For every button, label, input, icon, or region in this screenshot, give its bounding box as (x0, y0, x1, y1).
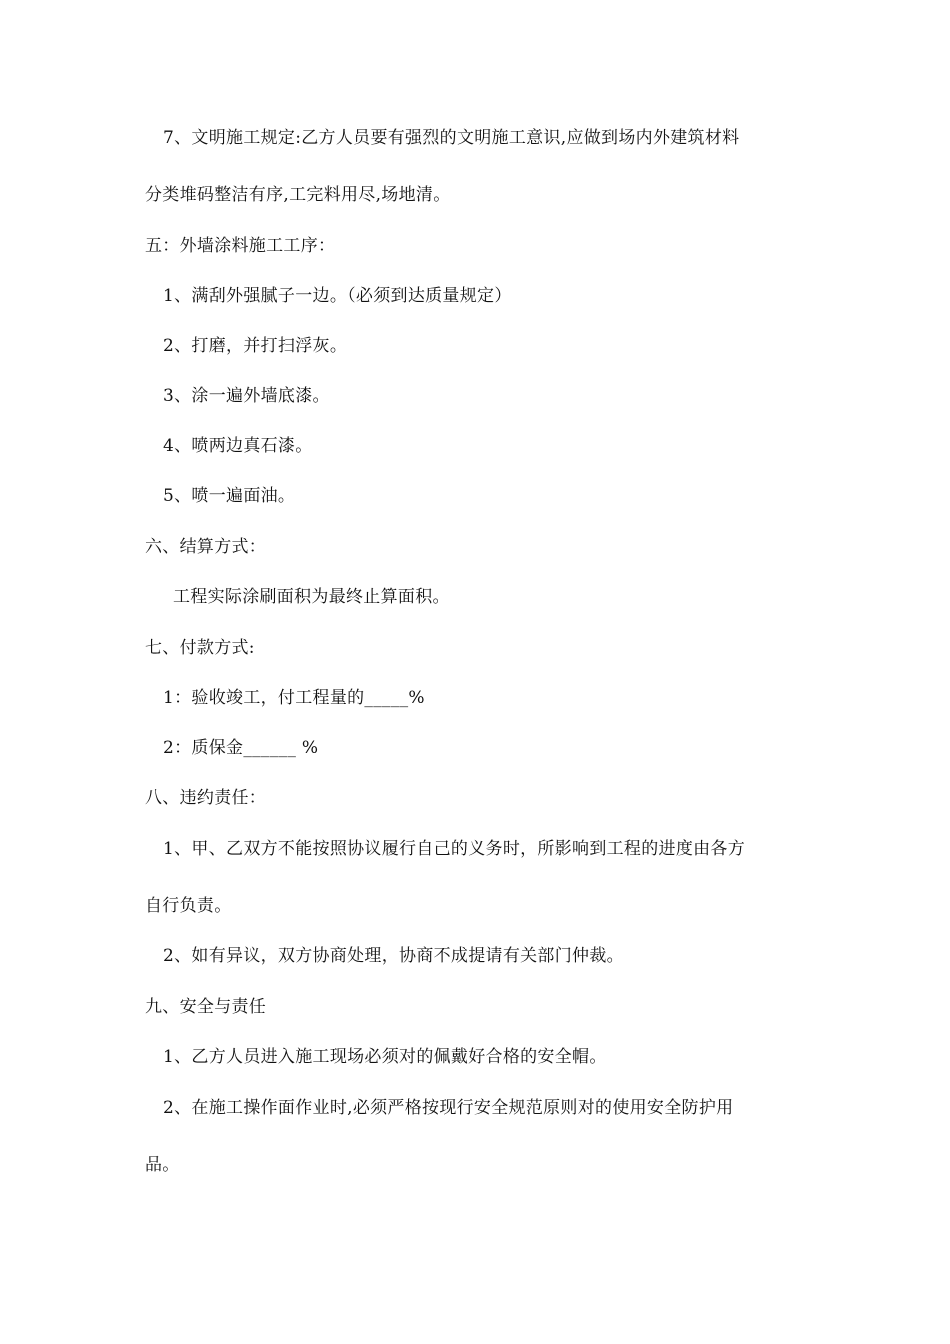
list-item: 1、满刮外强腻子一边。（必须到达质量规定） (163, 286, 512, 306)
list-item: 1、甲、乙双方不能按照协议履行自己的义务时，所影响到工程的进度由各方 (163, 839, 746, 859)
list-item: 3、涂一遍外墙底漆。 (163, 386, 330, 406)
section-heading: 五：外墙涂料施工工序： (145, 236, 336, 256)
list-item: 1：验收竣工，付工程量的_____% (163, 688, 425, 708)
paragraph-line: 品。 (145, 1155, 180, 1175)
paragraph-line: 分类堆码整洁有序,工完料用尽,场地清。 (145, 185, 451, 205)
list-item: 1、乙方人员进入施工现场必须对的佩戴好合格的安全帽。 (163, 1047, 607, 1067)
list-item: 4、喷两边真石漆。 (163, 436, 313, 456)
paragraph-line: 7、文明施工规定:乙方人员要有强烈的文明施工意识,应做到场内外建筑材料 (163, 128, 740, 148)
list-item: 2、如有异议，双方协商处理，协商不成提请有关部门仲裁。 (163, 946, 624, 966)
section-heading: 七、付款方式: (145, 638, 255, 658)
section-heading: 八、违约责任： (145, 788, 267, 808)
list-item: 2、在施工操作面作业时,必须严格按现行安全规范原则对的使用安全防护用 (163, 1098, 734, 1118)
list-item: 5、喷一遍面油。 (163, 486, 296, 506)
list-item: 2：质保金______ % (163, 738, 319, 758)
section-heading: 九、安全与责任 (145, 997, 267, 1017)
list-item: 2、打磨，并打扫浮灰。 (163, 336, 348, 356)
paragraph-line: 工程实际涂刷面积为最终止算面积。 (173, 587, 450, 607)
paragraph-line: 自行负责。 (145, 896, 232, 916)
section-heading: 六、结算方式： (145, 537, 267, 557)
